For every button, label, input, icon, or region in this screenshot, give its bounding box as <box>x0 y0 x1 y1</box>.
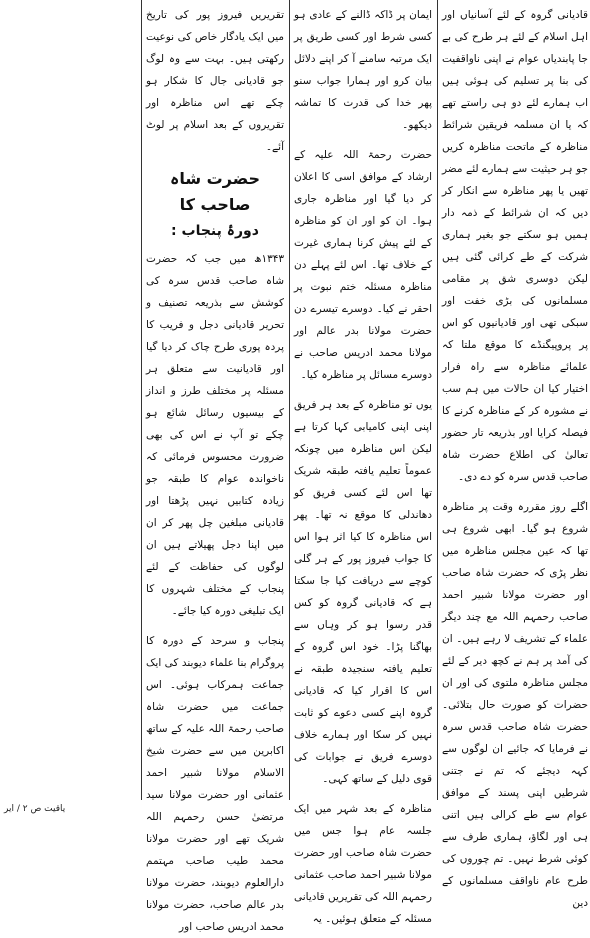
paragraph: حضرت رحمۃ اللہ علیہ کے ارشاد کے موافق اسی کا اعلان کر دیا گیا اور مناظرہ جاری ہوا۔ ان کو اور ان کو مناظرہ کے لئے پیش کرنا ہماری غیرت کے خلاف تھا۔ اس لئے پہلے دن مناظرہ مسئلہ ختم نبوت پر احقر نے کیا۔ دوسرے تیسرے دن حضرت مولانا بدر عالم اور مولانا محمد ادریس صاحب نے دوسرے مسائل پر مناظرہ کیا۔ <box>294 149 432 381</box>
paragraph: قادیانی گروہ کے لئے آسانیاں اور اہل اسلام کے لئے ہر طرح کی بے جا پابندیاں عوام نے اپنی ناواقفیت کی بنا پر تسلیم کی ہوئی ہیں اب ہمارے لئے دو ہی راستے تھے کہ یا ان مسلمہ فریقین شرائط مناظرہ کے ماتحت مناظرہ کریں جو ہر حیثیت سے ہمارے لئے مضر تھیں یا پھر مناظرہ سے انکار کر دیں کہ ان شرائط کے ذمہ دار ہمیں ہو سکتے جو بغیر ہماری شرکت کے طے کرائی گئی ہیں لیکن دوسری شق پر مقامی مسلمانوں کی بڑی خفت اور سبکی تھی اور قادیانیوں کو اس پر پروپیگنڈے کا موقع ملتا کہ علمائے مناظرہ سے راہ فرار اختیار کیا ان حالات میں ہم سب نے مشورہ کر کے مناظرہ کرنے کا فیصلہ کرایا اور بذریعہ تار حضور تعالیٰ کی اطلاع حضرت شاہ صاحب قدس سرہ کو دے دی۔ <box>442 9 588 483</box>
column-divider <box>141 0 142 800</box>
section-heading: حضرت شاہ صاحب کا <box>169 169 260 214</box>
paragraph: ۱۳۴۳ھ میں جب کہ حضرت شاہ صاحب قدس سرہ کی کوشش سے بذریعہ تصنیف و تحریر قادیانی دجل و فریب کا پردہ پوری طرح چاک کر دیا گیا اور قادیانیت سے متعلق ہر مسئلہ پر مختلف طرز و انداز کے بیسیوں رسائل شائع ہو چکے تو آپ نے اس کی بھی ضرورت محسوس فرمائی کہ ناخواندہ عوام کا طبقہ جو زیادہ کتابیں نہیں پڑھتا اور قادیانی مبلغین چل پھر کر ان میں اپنا دجل پھیلاتے ہیں ان لوگوں کی حفاظت کے لئے پنجاب کے مختلف شہروں کا ایک تبلیغی دورہ کیا جائے۔ <box>146 253 284 617</box>
section-subheading: دورۂ پنجاب : <box>171 223 259 239</box>
paragraph: تقریریں فیروز پور کی تاریخ میں ایک یادگار خاص کی نوعیت رکھتی ہیں۔ بہت سے وہ لوگ جو قادیانی جال کا شکار ہو چکے تھے اس مناظرہ اور تقریروں کے بعد اسلام پر لوٹ آئے۔ <box>146 9 284 153</box>
column-second <box>292 0 434 925</box>
paragraph: مناظرہ کے بعد شہر میں ایک جلسہ عام ہوا جس میں حضرت شاہ صاحب اور حضرت مولانا شبیر احمد صاحب عثمانی رحمہم اللہ کی تقریریں قادیانی مسئلہ کے متعلق ہوئیں۔ یہ <box>294 803 432 925</box>
column-right <box>440 0 590 909</box>
column-third <box>144 0 286 933</box>
paragraph: اگلے روز مقررہ وقت پر مناظرہ شروع ہو گیا۔ ابھی شروع ہی تھا کہ عین مجلس مناظرہ میں نظر پڑی کہ حضرت شاہ صاحب اور حضرت مولانا شبیر احمد صاحب رحمہم اللہ مع چند دیگر علماء کے تشریف لا رہے ہیں۔ ان کی آمد پر ہم نے کچھ دیر کے لئے مجلس مناظرہ ملتوی کی اور ان حضرات کو صورت حال بتلائی۔ حضرت شاہ صاحب قدس سرہ نے فرمایا کہ جائیے ان لوگوں سے کہہ دیجئے کہ تم نے جتنی شرطیں اپنی پسند کے موافق عوام سے طے کرالی ہیں اتنی ہی اور لگاؤ، ہماری طرف سے کوئی شرط نہیں۔ تم چوروں کی طرح عام ناواقف مسلمانوں کے دین <box>442 501 588 909</box>
column-divider <box>437 0 438 800</box>
paragraph: پنجاب و سرحد کے دورہ کا پروگرام بنا علماء دیوبند کی ایک جماعت ہمرکاب ہوئی۔ اس جماعت میں حضرت شاہ صاحب رحمۃ اللہ علیہ کے ساتھ اکابرین میں سے حضرت شیخ الاسلام مولانا شبیر احمد عثمانی اور حضرت مولانا سید مرتضیٰ حسن رحمہم اللہ شریک تھے اور حضرت مولانا محمد طیب صاحب مہتمم دارالعلوم دیوبند، حضرت مولانا بدر عالم صاحب، حضرت مولانا محمد ادریس صاحب اور <box>146 635 284 933</box>
column-left <box>4 0 138 800</box>
paragraph: ایمان پر ڈاکہ ڈالنے کے عادی ہو کسی شرط اور کسی طریق پر ایک مرتبہ سامنے آ کر اپنے دلائل بیان کرو اور ہمارا جواب سنو پھر خدا کی قدرت کا تماشہ دیکھو۔ <box>294 9 432 131</box>
paragraph: یوں تو مناظرہ کے بعد ہر فریق اپنی اپنی کامیابی کہا کرتا ہے لیکن اس مناظرہ میں چونکہ عموماً تعلیم یافتہ طبقہ شریک تھا اس لئے کسی فریق کو دھاندلی کا موقع نہ تھا۔ پھر اس مناظرہ کا کیا اثر ہوا اس کا جواب فیروز پور کے ہر گلی کوچے سے دریافت کیا جا سکتا ہے کہ قادیانی گروہ کو کس قدر رسوا ہو کر وہاں سے بھاگنا پڑا۔ خود اس گروہ کے تعلیم یافتہ سنجیدہ طبقہ نے اس کا اقرار کیا کہ قادیانی گروہ اپنے کسی دعوے کو ثابت نہیں کر سکا اور ہمارے خلاف دوسرے فریق نے جوابات کی قوی دلیل کے ساتھ کہی۔ <box>294 399 432 785</box>
page-footer: یاقیت ص ۲ / ایر <box>4 804 66 814</box>
column-divider <box>289 0 290 800</box>
